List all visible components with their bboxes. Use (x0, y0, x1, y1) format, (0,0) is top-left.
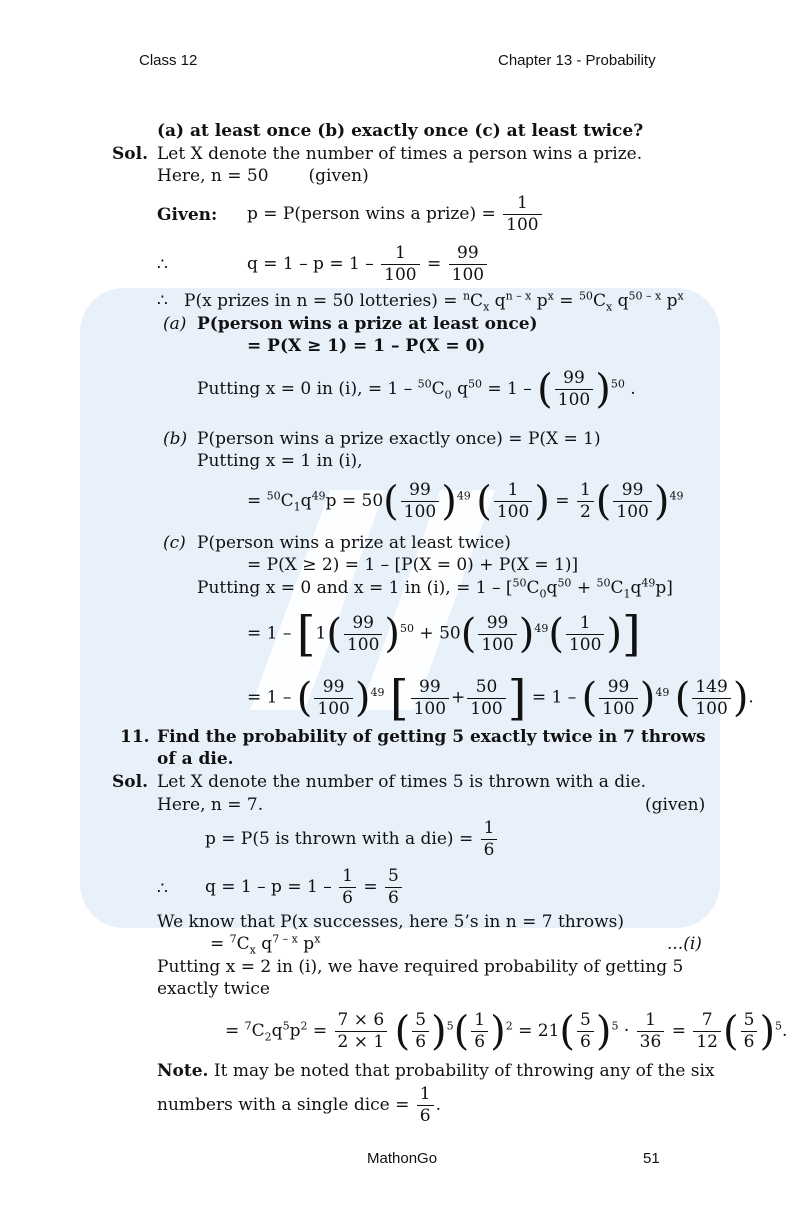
p-equation: p = P(person wins a prize) = $\frac{1}{100}$ (247, 193, 544, 236)
page-number: 51 (643, 1150, 660, 1167)
q11-putting-line1: Putting x = 2 in (i), we have required probability of getting 5 (157, 957, 684, 977)
sol-text: Let X denote the number of times a person wins a prize. (157, 144, 643, 164)
part-b-result: = $^{50}C_1q^{49}p = 50$( $\frac{99}{100}$ )$^{49}$ ( $\frac{1}{100}$ ) = $\frac{1}{2}$ ( $\frac{99}{100}$ )$^{49}$ (247, 478, 684, 525)
part-b-title: P(person wins a prize exactly once) = P(X = 1) (197, 429, 601, 449)
part-a-eq: = P(X ≥ 1) = 1 – P(X = 0) (247, 336, 486, 356)
part-a-label: (a) (163, 314, 187, 334)
q11-result: = $^7C_2q^5p^2$ = $\frac{7 \times 6}{2 \times 1}$ ( $\frac{5}{6}$ )$^5$( $\frac{1}{6}$ )$^2$ = 21( $\frac{5}{6}$ )$^5$ · $\frac{1}{36}$ = $\frac{7}{12}$ ( $\frac{5}{6}$ )$^5$. (225, 1008, 788, 1055)
q11-eq-ref: ...(i) (667, 934, 702, 954)
footer-brand: MathonGo (367, 1150, 438, 1167)
therefore-symbol: ∴ (157, 255, 168, 275)
part-c-label: (c) (163, 533, 186, 553)
q-equation: q = 1 – p = 1 – $\frac{1}{100}$ = $\frac{99}{100}$ (247, 243, 489, 286)
q11-sol-text: Let X denote the number of times 5 is thrown with a die. (157, 772, 647, 792)
note-line1: Note. It may be noted that probability of throwing any of the six (157, 1061, 715, 1081)
part-c-step1: = 1 – [1( $\frac{99}{100}$ )$^{50}$ + 50( $\frac{99}{100}$ )$^{49}$( $\frac{1}{100}$ )] (247, 606, 641, 662)
part-b-putting: Putting x = 1 in (i), (197, 451, 363, 471)
chapter-title: Chapter 13 - Probability (498, 52, 656, 69)
note-line2: numbers with a single dice = $\frac{1}{6}$ . (157, 1084, 442, 1126)
q10-parts: (a) at least once (b) exactly once (c) at least twice? (157, 121, 644, 141)
q11-putting-line2: exactly twice (157, 979, 270, 999)
q11-question-line1: Find the probability of getting 5 exactly twice in 7 throws (157, 727, 706, 747)
q11-sol-label: Sol. (112, 772, 148, 792)
q11-here: Here, n = 7. (157, 795, 264, 815)
q11-question-line2: of a die. (157, 749, 234, 769)
part-b-label: (b) (163, 429, 188, 449)
q11-number: 11. (120, 727, 150, 747)
part-c-step2: = 1 – ( $\frac{99}{100}$ )$^{49}$ [ $\frac{99}{100}$ + $\frac{50}{100}$ ] = 1 – ( $\frac{99}{100}$ )$^{49}$ ( $\frac{149}{100}$ ). (247, 670, 754, 726)
q11-therefore: ∴ (157, 879, 168, 899)
q11-p-equation: p = P(5 is thrown with a die) = $\frac{1}{6}$ (205, 818, 499, 861)
here-line: Here, n = 50 (given) (157, 166, 369, 186)
part-c-title: P(person wins a prize at least twice) (197, 533, 511, 553)
part-c-eq: = P(X ≥ 2) = 1 – [P(X = 0) + P(X = 1)] (247, 555, 579, 575)
q11-given: (given) (645, 795, 706, 815)
q11-know: We know that P(x successes, here 5’s in n = 7 throws) (157, 912, 625, 932)
q11-q-equation: q = 1 – p = 1 – $\frac{1}{6}$ = $\frac{5}{6}$ (205, 866, 404, 909)
part-c-putting: Putting x = 0 and x = 1 in (i), = $1 - [^{50}C_0q^{50} + ^{50}C_1q^{49}p]$ (197, 576, 673, 601)
binomial-line: ∴ P(x prizes in n = 50 lotteries) = $^nC_x$ $q^{n - x}$ $p^x = ^{50}C_x$ $q^{50 - x}$ $p^x$ (157, 289, 684, 314)
part-a-putting: Putting x = 0 in (i), = $1 - ^{50}C_0$ $q^{50} = 1$ – ( $\frac{99}{100}$ )$^{50}$ . (197, 366, 636, 413)
given-label: Given: (157, 205, 218, 225)
q11-formula: = $^7C_x$ $q^{7 - x}$ $p^x$ (210, 932, 321, 957)
class-label: Class 12 (139, 52, 198, 69)
sol-label: Sol. (112, 144, 148, 164)
part-a-title: P(person wins a prize at least once) (197, 314, 538, 334)
